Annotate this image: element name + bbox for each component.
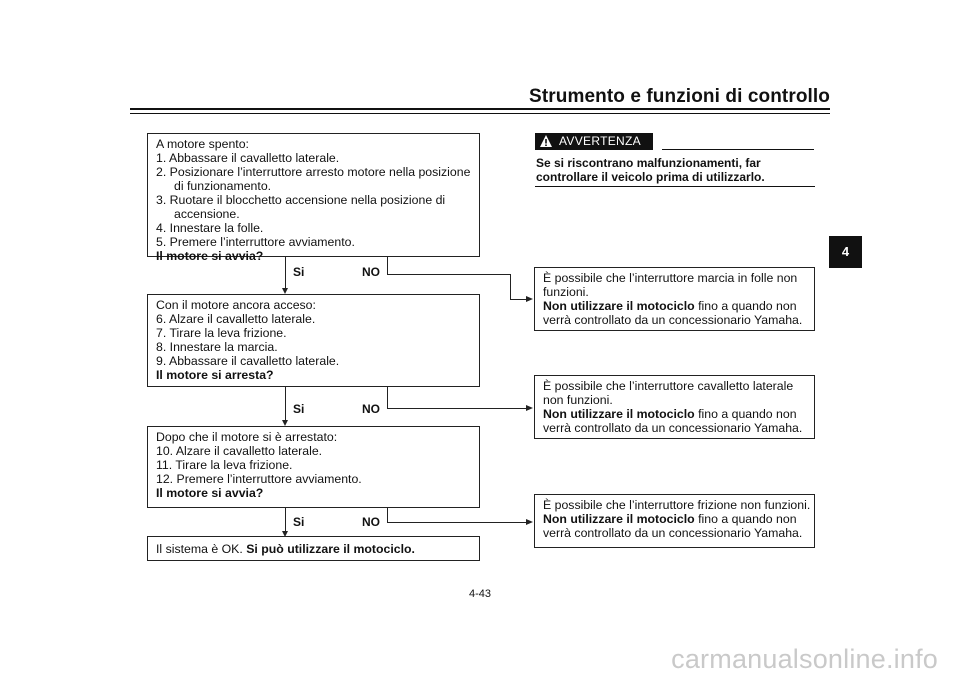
step3-line: 11. Tirare la leva frizione. (156, 458, 293, 472)
yes-label-3: Si (293, 515, 305, 529)
step2-line: 7. Tirare la leva frizione. (156, 326, 287, 340)
step3-line: 12. Premere l’interruttore avviamento. (156, 472, 362, 486)
step1-box (147, 133, 480, 263)
fault2-line (543, 407, 806, 421)
warning-triangle-icon (539, 134, 553, 148)
fault3-line: verrà controllato da un concessionario Yamaha. (543, 526, 803, 540)
connector-no-3 (387, 522, 527, 523)
connector-yes-3 (285, 508, 286, 531)
connector-no-1 (510, 299, 527, 300)
step2-line: Con il motore ancora acceso: (156, 298, 316, 312)
step2-box (147, 294, 480, 387)
warning-rule-top (662, 149, 814, 150)
connector-no-2 (387, 408, 527, 409)
no-label-2: NO (362, 402, 380, 416)
no-label-1: NO (362, 265, 380, 279)
step3-line: Dopo che il motore si è arrestato: (156, 430, 338, 444)
arrow-right-icon (526, 296, 533, 302)
step2-line: 8. Innestare la marcia. (156, 340, 278, 354)
step2-line: 6. Alzare il cavalletto laterale. (156, 312, 316, 326)
arrow-right-icon (526, 519, 533, 525)
connector-yes-2 (285, 387, 286, 420)
yes-label-2: Si (293, 402, 305, 416)
fault1-bold: Non utilizzare il motociclo (543, 299, 695, 313)
page-title: Strumento e funzioni di controllo (529, 86, 830, 107)
fault2-line: non funzioni. (543, 393, 613, 407)
fault1-line (543, 299, 806, 313)
result-ok-prefix: Il sistema è OK. (156, 542, 247, 556)
yes-label-1: Si (293, 265, 305, 279)
result-ok-text (156, 542, 471, 556)
step1-line: di funzionamento. (174, 179, 272, 193)
step3-line: 10. Alzare il cavalletto laterale. (156, 444, 323, 458)
warning-rule-bottom (535, 186, 815, 187)
fault2-box (534, 375, 815, 439)
fault3-rest: fino a quando non (694, 512, 797, 526)
step1-line: 4. Innestare la folle. (156, 221, 264, 235)
arrow-right-icon (526, 405, 533, 411)
fault1-rest: fino a quando non (694, 299, 797, 313)
step1-line: 5. Premere l’interruttore avviamento. (156, 235, 355, 249)
fault3-box (534, 494, 815, 548)
warning-label: AVVERTENZA (559, 134, 641, 148)
fault3-line: È possibile che l’interruttore frizione non funzioni. (543, 498, 811, 512)
header-rule-thick (130, 108, 830, 110)
watermark: carmanualsonline.info (671, 644, 938, 674)
fault3-bold: Non utilizzare il motociclo (543, 512, 695, 526)
step1-question: Il motore si avvia? (156, 249, 264, 263)
result-ok-box (147, 536, 480, 561)
fault1-line: verrà controllato da un concessionario Yamaha. (543, 313, 803, 327)
connector-no-3 (387, 508, 388, 522)
warning-text-line: Se si riscontrano malfunzionamenti, far (536, 156, 761, 170)
fault3-line (543, 512, 806, 526)
step1-line: accensione. (174, 207, 240, 221)
warning-badge (535, 133, 653, 150)
connector-no-1 (510, 274, 511, 299)
warning-text (536, 156, 816, 184)
step1-line: 2. Posizionare l’interruttore arresto motore nella posizione (156, 165, 471, 179)
fault2-rest: fino a quando non (694, 407, 797, 421)
connector-no-2 (387, 387, 388, 408)
step1-line: 1. Abbassare il cavalletto laterale. (156, 151, 340, 165)
step3-box (147, 426, 480, 508)
connector-no-1 (387, 274, 510, 275)
chapter-tab: 4 (829, 236, 862, 268)
step1-line: A motore spento: (156, 137, 249, 151)
fault2-line: È possibile che l’interruttore cavalletto laterale (543, 379, 794, 393)
fault2-bold: Non utilizzare il motociclo (543, 407, 695, 421)
step2-line: 9. Abbassare il cavalletto laterale. (156, 354, 340, 368)
fault1-line: È possibile che l’interruttore marcia in folle non (543, 271, 798, 285)
header-rule-thin (130, 113, 830, 114)
no-label-3: NO (362, 515, 380, 529)
result-ok-bold: Si può utilizzare il motociclo. (246, 542, 415, 556)
connector-yes-1 (285, 257, 286, 288)
fault2-line: verrà controllato da un concessionario Yamaha. (543, 421, 803, 435)
page-number: 4-43 (468, 588, 492, 600)
fault1-line: funzioni. (543, 285, 589, 299)
step1-line: 3. Ruotare il blocchetto accensione nella posizione di (156, 193, 446, 207)
warning-text-line: controllare il veicolo prima di utilizzarlo. (536, 170, 765, 184)
step3-question: Il motore si avvia? (156, 486, 264, 500)
connector-no-1 (387, 257, 388, 274)
step2-question: Il motore si arresta? (156, 368, 274, 382)
fault1-box (534, 267, 815, 331)
